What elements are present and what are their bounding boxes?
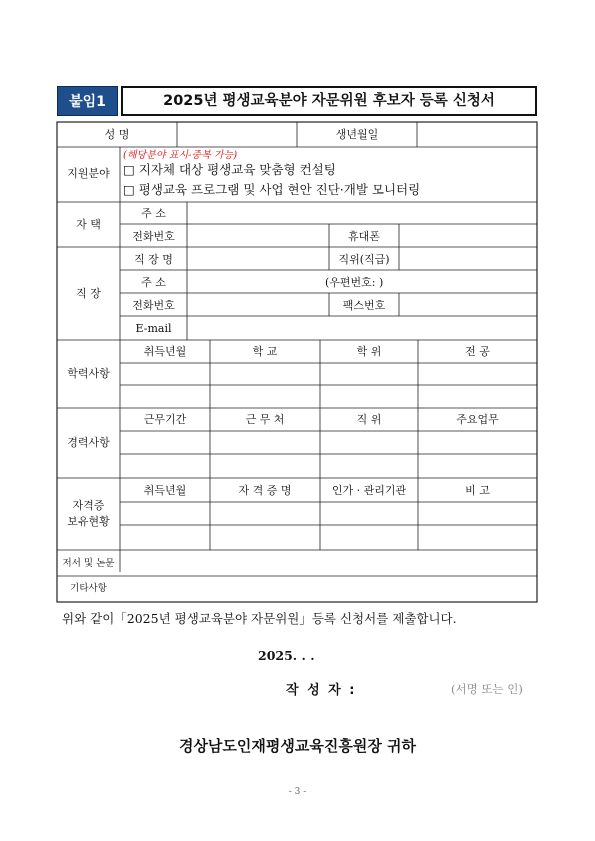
email-label: E-mail xyxy=(135,322,172,335)
home-address-label: 주 소 xyxy=(141,207,166,220)
education-header-date: 취득년월 xyxy=(143,345,187,358)
license-header-remarks: 비 고 xyxy=(465,484,490,497)
papers-label: 저서 및 논문 xyxy=(62,558,115,569)
career-header-position: 직 위 xyxy=(356,413,382,426)
page-number: - 3 - xyxy=(288,787,307,797)
workplace-name-label: 직 장 명 xyxy=(134,253,173,266)
submission-statement: 위와 같이「2025년 평생교육분야 자문위원」등록 신청서를 제출합니다. xyxy=(62,611,457,626)
field-option-monitoring[interactable]: □ 평생교육 프로그램 및 사업 현안 진단·개발 모니터링 xyxy=(123,182,421,197)
home-phone-label: 전화번호 xyxy=(132,230,175,243)
license-section-label-line2: 보유현황 xyxy=(67,515,110,528)
position-label: 직위(직급) xyxy=(338,253,390,266)
work-address-label: 주 소 xyxy=(141,276,166,289)
license-header-date: 취득년월 xyxy=(143,484,187,497)
education-section-label: 학력사항 xyxy=(67,367,110,380)
education-header-major: 전 공 xyxy=(465,345,490,358)
zip-code-label: (우편번호: ) xyxy=(325,276,384,289)
education-header-school: 학 교 xyxy=(252,345,278,358)
license-header-name: 자 격 증 명 xyxy=(238,484,292,497)
application-field-label: 지원분야 xyxy=(67,167,110,180)
birthdate-label: 생년월일 xyxy=(335,128,379,141)
career-header-workplace: 근 무 처 xyxy=(245,413,285,426)
work-phone-label: 전화번호 xyxy=(132,299,175,312)
form-title: 2025년 평생교육분야 자문위원 후보자 등록 신청서 xyxy=(121,86,537,116)
mobile-label: 휴대폰 xyxy=(348,230,380,243)
home-section-label: 자 택 xyxy=(76,218,101,231)
author-label: 작 성 자 : xyxy=(286,683,357,698)
recipient: 경상남도인재평생교육진흥원장 귀하 xyxy=(178,737,417,755)
name-label: 성 명 xyxy=(104,128,130,141)
career-header-period: 근무기간 xyxy=(143,413,187,426)
license-section-label-line1: 자격증 xyxy=(72,499,105,512)
work-section-label: 직 장 xyxy=(76,287,101,300)
career-section-label: 경력사항 xyxy=(67,436,110,449)
other-label: 기타사항 xyxy=(70,583,107,594)
signature-hint: (서명 또는 인) xyxy=(451,682,523,696)
submission-date: 2025. . . xyxy=(258,648,315,663)
education-header-degree: 학 위 xyxy=(356,345,382,358)
license-header-issuer: 인가 · 관리기관 xyxy=(331,484,407,497)
field-note: (해당분야 표시-중복 가능) xyxy=(123,150,238,161)
fax-label: 팩스번호 xyxy=(342,299,386,312)
form-header xyxy=(57,86,537,116)
field-option-consulting[interactable]: □ 지자체 대상 평생교육 맞춤형 컨설팅 xyxy=(123,162,336,177)
career-header-duties: 주요업무 xyxy=(456,413,499,426)
attachment-badge: 붙임1 xyxy=(57,86,118,116)
